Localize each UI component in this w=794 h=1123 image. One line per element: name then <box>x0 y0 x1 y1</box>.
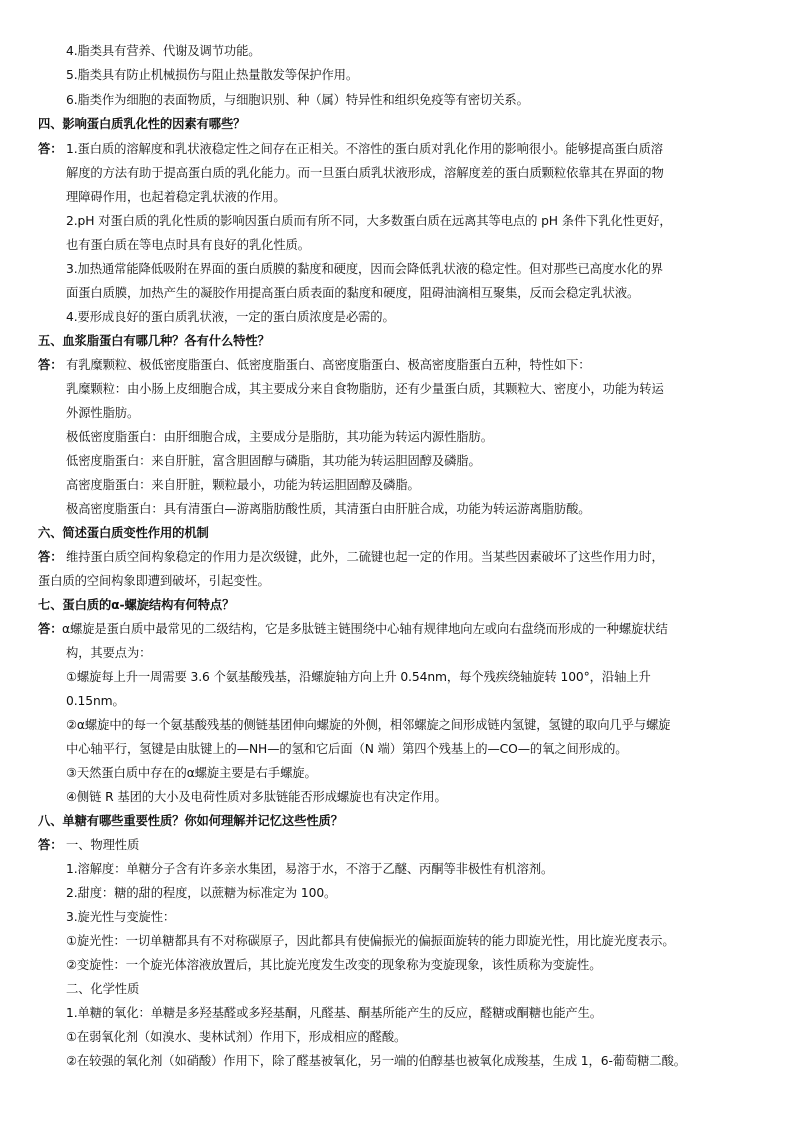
text-line: 也有蛋白质在等电点时具有良好的乳化性质。 <box>66 238 310 252</box>
text-line: 2.甜度：糖的甜的程度，以蔗糖为标准定为 100。 <box>66 886 337 900</box>
text-line: 6.脂类作为细胞的表面物质，与细胞识别、种（属）特异性和组织免疫等有密切关系。 <box>66 93 529 107</box>
text-line: 3.加热通常能降低吸附在界面的蛋白质膜的黏度和硬度，因而会降低乳状液的稳定性。但对那些已高度水化的界 <box>66 262 663 276</box>
text-line: ②变旋性：一个旋光体溶液放置后，其比旋光度发生改变的现象称为变旋现象，该性质称为变旋性。 <box>66 958 602 972</box>
text-line: 维持蛋白质空间构象稳定的作用力是次级键，此外，二硫键也起一定的作用。当某些因素破坏了这些作用力时， <box>66 550 664 564</box>
text-line: 乳糜颗粒：由小肠上皮细胞合成，其主要成分来自食物脂肪，还有少量蛋白质，其颗粒大、密度小，功能为转运 <box>66 382 664 396</box>
text-line: 极低密度脂蛋白：由肝细胞合成，主要成分是脂肪，其功能为转运内源性脂肪。 <box>66 430 493 444</box>
text-line: 1.溶解度：单糖分子含有许多亲水集团，易溶于水，不溶于乙醚、丙酮等非极性有机溶剂。 <box>66 862 554 876</box>
text-line: ③天然蛋白质中存在的α螺旋主要是右手螺旋。 <box>66 766 317 780</box>
section-heading: 六、简述蛋白质变性作用的机制 <box>38 526 209 540</box>
text-line: 有乳糜颗粒、极低密度脂蛋白、低密度脂蛋白、高密度脂蛋白、极高密度脂蛋白五种，特性如下： <box>66 358 591 372</box>
text-line: 5.脂类具有防止机械损伤与阻止热量散发等保护作用。 <box>66 68 359 82</box>
text-line: 2.pH 对蛋白质的乳化性质的影响因蛋白质而有所不同，大多数蛋白质在远离其等电点的 pH 条件下乳化性更好， <box>66 214 672 228</box>
section-heading: 五、血浆脂蛋白有哪几种？各有什么特性？ <box>38 334 270 348</box>
text-line: 构，其要点为： <box>66 646 152 660</box>
section-heading: 四、影响蛋白质乳化性的因素有哪些？ <box>38 117 246 131</box>
text-line: ①旋光性：一切单糖都具有不对称碳原子，因此都具有使偏振光的偏振面旋转的能力即旋光性，用比旋光度表示。 <box>66 934 675 948</box>
text-line: 3.旋光性与变旋性： <box>66 910 176 924</box>
section-heading: 七、蛋白质的α-螺旋结构有何特点？ <box>38 598 235 612</box>
text-line: ②α螺旋中的每一个氨基酸残基的侧链基团伸向螺旋的外侧，相邻螺旋之间形成链内氢键，氢键的取向几乎与螺旋 <box>66 718 671 732</box>
subheading: 二、化学性质 <box>66 982 140 996</box>
text-line: 理障碍作用，也起着稳定乳状液的作用。 <box>66 190 286 204</box>
answer-label: 答： <box>38 550 63 564</box>
text-line: 1.单糖的氧化：单糖是多羟基醛或多羟基酮，凡醛基、酮基所能产生的反应，醛糖或酮糖也能产生。 <box>66 1006 603 1020</box>
text-line: 极高密度脂蛋白：具有清蛋白—游离脂肪酸性质，其清蛋白由肝脏合成，功能为转运游离脂肪酸。 <box>66 502 591 516</box>
text-line: 0.15nm。 <box>66 694 125 708</box>
text-line: 外源性脂肪。 <box>66 406 140 420</box>
text-line: 低密度脂蛋白：来自肝脏，富含胆固醇与磷脂，其功能为转运胆固醇及磷脂。 <box>66 454 481 468</box>
text-line: 面蛋白质膜，加热产生的凝胶作用提高蛋白质表面的黏度和硬度，阻碍油滴相互聚集，反而会稳定乳状液。 <box>66 286 640 300</box>
subheading: 一、物理性质 <box>66 838 140 852</box>
text-line: 蛋白质的空间构象即遭到破坏，引起变性。 <box>38 574 270 588</box>
text-line: 解度的方法有助于提高蛋白质的乳化能力。而一旦蛋白质乳状液形成，溶解度差的蛋白质颗粒依靠其在界面的物 <box>66 166 664 180</box>
text-line: α螺旋是蛋白质中最常见的二级结构，它是多肽链主链围绕中心轴有规律地向左或向右盘绕而形成的一种螺旋状结 <box>62 622 668 636</box>
text-line: 4.脂类具有营养、代谢及调节功能。 <box>66 44 261 58</box>
answer-label: 答： <box>38 358 63 372</box>
answer-label: 答： <box>38 622 63 636</box>
text-line: 中心轴平行，氢键是由肽键上的—NH—的氢和它后面（N 端）第四个残基上的—CO—的氧之间形成的。 <box>66 742 628 756</box>
answer-label: 答： <box>38 838 63 852</box>
text-line: ②在较强的氧化剂（如硝酸）作用下，除了醛基被氧化，另一端的伯醇基也被氧化成羧基，生成 1，6-葡萄糖二酸。 <box>66 1054 686 1068</box>
answer-label: 答： <box>38 142 63 156</box>
text-line: ④侧链 R 基团的大小及电荷性质对多肽链能否形成螺旋也有决定作用。 <box>66 790 447 804</box>
section-heading: 八、单糖有哪些重要性质？你如何理解并记忆这些性质？ <box>38 814 343 828</box>
text-line: 1.蛋白质的溶解度和乳状液稳定性之间存在正相关。不溶性的蛋白质对乳化作用的影响很小。能够提高蛋白质溶 <box>66 142 663 156</box>
text-line: 4.要形成良好的蛋白质乳状液，一定的蛋白质浓度是必需的。 <box>66 310 395 324</box>
text-line: ①螺旋每上升一周需要 3.6 个氨基酸残基，沿螺旋轴方向上升 0.54nm，每个残疾绕轴旋转 100°，沿轴上升 <box>66 670 651 684</box>
text-line: 高密度脂蛋白：来自肝脏，颗粒最小，功能为转运胆固醇及磷脂。 <box>66 478 420 492</box>
text-line: ①在弱氧化剂（如溴水、斐林试剂）作用下，形成相应的醛酸。 <box>66 1030 407 1044</box>
